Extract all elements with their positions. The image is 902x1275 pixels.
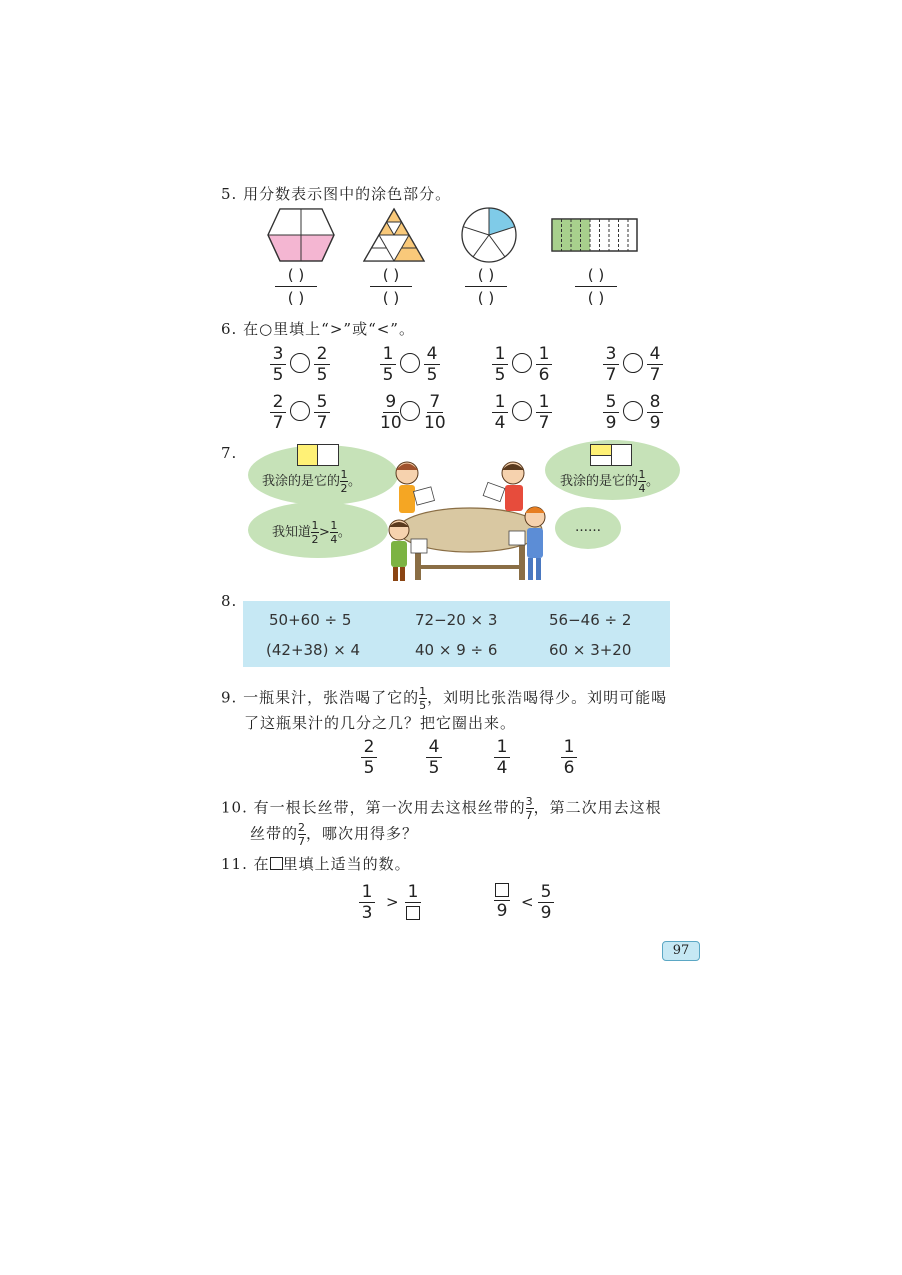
q9-option-2-numerator: 4 — [428, 737, 440, 757]
q9-option-4[interactable] — [561, 738, 577, 777]
bubble-1-fraction: $\frac{1}{2}$ — [340, 468, 348, 495]
q8-label: 8. — [221, 592, 238, 610]
q9-option-1-denominator: 5 — [363, 758, 375, 779]
compare-circle[interactable] — [290, 401, 310, 421]
bubble-1-text: 我涂的是它的 $\frac{1}{2}$ 。 — [262, 468, 362, 495]
q9-line-2: 了这瓶果汁的几分之几？把它圈出来。 — [244, 714, 517, 732]
q6-1-4-right-fraction: 4 7 — [647, 345, 663, 384]
q8-expr-2-1: (42+38) × 4 — [266, 641, 361, 659]
rectangle-shape — [552, 219, 637, 251]
page-number: 97 — [662, 941, 700, 961]
bubble-4-text: …… — [575, 520, 601, 535]
q10-line-1: 10. 有一根长丝带，第一次用去这根丝带的 $\frac{3}{7}$ ，第二次用去这根 — [221, 795, 662, 822]
q5-blank-1[interactable]: ( ) ( ) — [275, 266, 317, 307]
quarter-shaded-rectangle — [590, 444, 632, 466]
q6-1-2-left-fraction: 1 5 — [380, 345, 396, 384]
q9-option-1-numerator: 2 — [363, 737, 375, 757]
q6-2-2-left-fraction: 9 10 — [380, 392, 402, 434]
compare-circle[interactable] — [400, 353, 420, 373]
compare-circle[interactable] — [623, 353, 643, 373]
q6-2-3-left-fraction: 1 4 — [492, 393, 508, 432]
square-box-icon — [270, 857, 283, 870]
q8-expr-2-3: 60 × 3+20 — [549, 641, 632, 659]
q9-option-2[interactable] — [426, 738, 442, 777]
bubble-3-fraction-left: $\frac{1}{2}$ — [311, 519, 319, 546]
compare-circle[interactable] — [512, 401, 532, 421]
q9-option-3-numerator: 1 — [496, 737, 508, 757]
q6-1-1-left-fraction: 3 5 — [270, 345, 286, 384]
q11-expr1-left: 1 3 — [359, 883, 375, 922]
q11-expr1-op: > — [386, 893, 399, 911]
q8-expr-1-1: 50+60 ÷ 5 — [269, 611, 352, 629]
bubble-3-fraction-right: $\frac{1}{4}$ — [330, 519, 338, 546]
q9-option-2-denominator: 5 — [428, 758, 440, 779]
q6-title: 6. 在○里填上“>”或“<”。 — [221, 320, 415, 338]
q11-expr2-op: < — [521, 893, 534, 911]
compare-circle[interactable] — [400, 401, 420, 421]
q6-1-3-left-fraction: 1 5 — [492, 345, 508, 384]
answer-box-2[interactable] — [495, 883, 509, 897]
q9-option-1[interactable] — [361, 738, 377, 777]
q5-title: 5. 用分数表示图中的涂色部分。 — [221, 185, 452, 203]
q11-expr1-right[interactable]: 1 — [405, 883, 421, 920]
q10-fraction-1: $\frac{3}{7}$ — [525, 795, 534, 822]
bubble-2-fraction: $\frac{1}{4}$ — [638, 468, 646, 495]
q5-blank-4[interactable]: ( ) ( ) — [575, 266, 617, 307]
q6-1-3-right-fraction: 1 6 — [536, 345, 552, 384]
hexagon-shape — [268, 209, 334, 261]
q6-2-1-right-fraction: 5 7 — [314, 393, 330, 432]
q11-expr2-right: 5 9 — [538, 883, 554, 922]
answer-box-1[interactable] — [406, 906, 420, 920]
q9-option-4-denominator: 6 — [563, 758, 575, 779]
q9-option-3[interactable] — [494, 738, 510, 777]
q5-shapes — [262, 205, 647, 265]
q6-1-4-left-fraction: 3 7 — [603, 345, 619, 384]
q10-fraction-2: $\frac{2}{7}$ — [298, 821, 307, 848]
q6-2-3-right-fraction: 1 7 — [536, 393, 552, 432]
q6-2-2-right-fraction: 7 10 — [424, 392, 446, 434]
q6-1-1-right-fraction: 2 5 — [314, 345, 330, 384]
compare-circle[interactable] — [623, 401, 643, 421]
q6-2-1-left-fraction: 2 7 — [270, 393, 286, 432]
q9-option-4-numerator: 1 — [563, 737, 575, 757]
q5-blank-2[interactable]: ( ) ( ) — [370, 266, 412, 307]
q9-option-3-denominator: 4 — [496, 758, 508, 779]
bubble-3-text: 我知道 $\frac{1}{2}$ > $\frac{1}{4}$ 。 — [272, 519, 351, 546]
q11-title: 11. 在 里填上适当的数。 — [221, 855, 411, 873]
compare-circle[interactable] — [512, 353, 532, 373]
circle-shape — [462, 208, 516, 262]
q8-expr-1-2: 72−20 × 3 — [415, 611, 498, 629]
q6-1-2-right-fraction: 4 5 — [424, 345, 440, 384]
q6-2-4-right-fraction: 8 9 — [647, 393, 663, 432]
q7-label: 7. — [221, 444, 238, 462]
q8-expr-1-3: 56−46 ÷ 2 — [549, 611, 632, 629]
q9-fraction: $\frac{1}{5}$ — [419, 685, 428, 712]
children-table-illustration — [385, 455, 555, 590]
compare-circle[interactable] — [290, 353, 310, 373]
q5-blank-3[interactable]: ( ) ( ) — [465, 266, 507, 307]
q9-line-1: 9. 一瓶果汁，张浩喝了它的 $\frac{1}{5}$ ，刘明比张浩喝得少。刘明可能喝 — [221, 685, 668, 712]
q8-expr-2-2: 40 × 9 ÷ 6 — [415, 641, 498, 659]
q10-line-2: 丝带的 $\frac{2}{7}$ ，哪次用得多？ — [250, 821, 419, 848]
q11-expr2-left[interactable]: 9 — [494, 883, 510, 920]
bubble-2-text: 我涂的是它的 $\frac{1}{4}$ 。 — [560, 468, 660, 495]
triangle-shape — [364, 209, 424, 261]
half-shaded-rectangle — [297, 444, 339, 466]
q6-2-4-left-fraction: 5 9 — [603, 393, 619, 432]
